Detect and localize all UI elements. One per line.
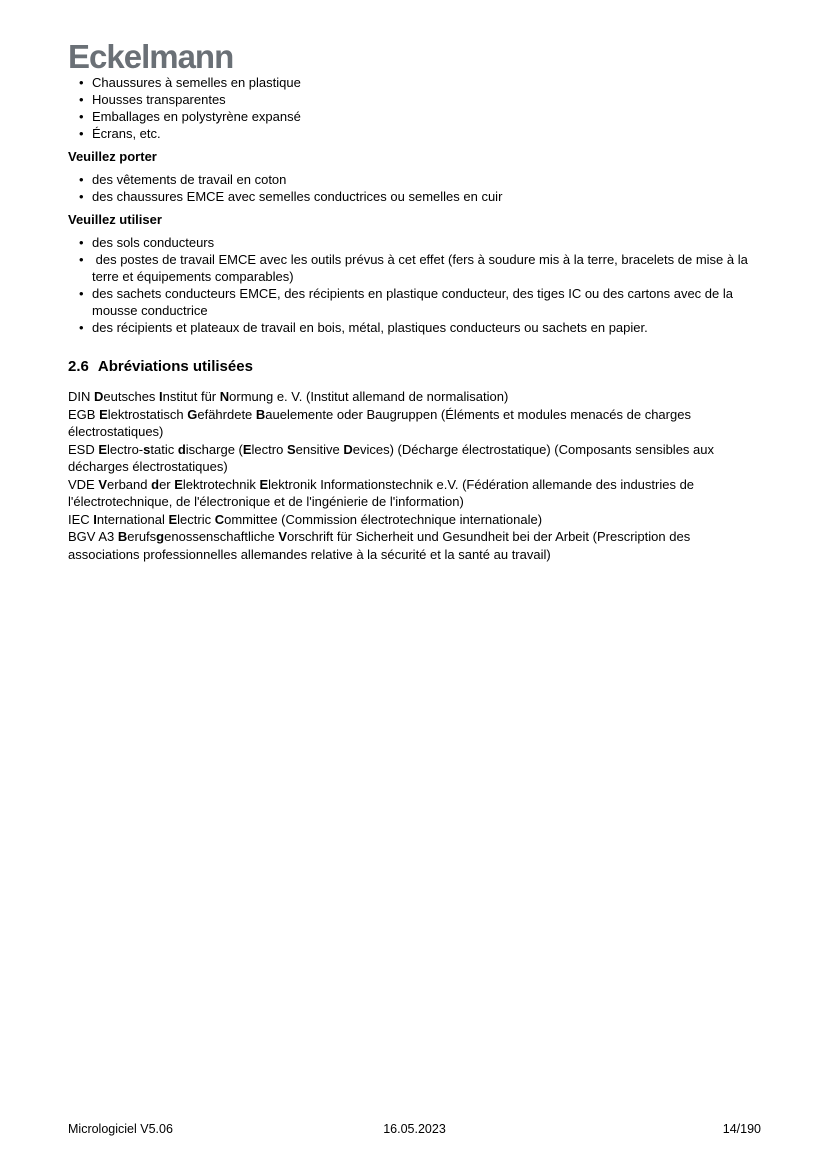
abbreviations-block	[68, 388, 761, 563]
section-title: Abréviations utilisées	[97, 358, 253, 375]
veuillez-porter-heading: Veuillez porter	[68, 149, 157, 164]
list-item	[68, 319, 761, 336]
forbidden-materials-list	[68, 74, 761, 142]
page-footer	[68, 1121, 761, 1137]
section-heading	[68, 357, 761, 376]
section-number: 2.6	[68, 358, 89, 375]
list-item	[68, 125, 761, 142]
utiliser-list	[68, 234, 761, 336]
eckelmann-logo: Eckelmann	[68, 38, 234, 75]
list-item-text: des postes de travail EMCE avec les outils prévus à cet effet (fers à soudure mis à la terre, bracelets de mise à la terre et équipements comparables)	[92, 252, 752, 284]
list-item	[68, 234, 761, 251]
list-item-text: des sols conducteurs	[92, 235, 215, 250]
list-item	[68, 74, 761, 91]
abbreviation-entry-esd: ESD Electro-static discharge (Electro Sensitive Devices) (Décharge électrostatique) (Composants sensibles aux décharges électrostatiques)	[68, 441, 714, 474]
footer-date: 16.05.2023	[383, 1122, 446, 1136]
list-item-text: des vêtements de travail en coton	[92, 172, 287, 187]
list-item	[68, 171, 761, 188]
abbreviation-entry-vde: VDE Verband der Elektrotechnik Elektronik Informationstechnik e.V. (Fédération allemande des industries de l'électrotechnique, de l'électronique et de l'ingénierie de l'information)	[68, 476, 695, 509]
footer-version: Micrologiciel V5.06	[68, 1122, 173, 1136]
list-item	[68, 188, 761, 205]
list-item	[68, 251, 761, 285]
list-item-text: des récipients et plateaux de travail en bois, métal, plastiques conducteurs ou sachets en papier.	[92, 320, 648, 335]
list-item	[68, 285, 761, 319]
list-item-text: des chaussures EMCE avec semelles conductrices ou semelles en cuir	[92, 189, 503, 204]
list-item-text: Emballages en polystyrène expansé	[92, 109, 301, 124]
abbreviation-entry-egb: EGB Elektrostatisch Gefährdete Bauelemente oder Baugruppen (Éléments et modules menacés de charges électrostatiques)	[68, 406, 691, 439]
list-item	[68, 108, 761, 125]
list-item-text: Écrans, etc.	[92, 126, 161, 141]
list-item	[68, 91, 761, 108]
footer-page-number: 14/190	[722, 1122, 761, 1136]
abbreviation-entry-iec: IEC International Electric Committee (Commission électrotechnique internationale)	[68, 511, 543, 527]
list-item-text: Housses transparentes	[92, 92, 226, 107]
veuillez-utiliser-heading: Veuillez utiliser	[68, 212, 162, 227]
list-item-text: Chaussures à semelles en plastique	[92, 75, 301, 90]
porter-list	[68, 171, 761, 205]
list-item-text: des sachets conducteurs EMCE, des récipients en plastique conducteur, des tiges IC ou des cartons avec de la mousse conductrice	[92, 286, 737, 318]
abbreviation-entry-bgv: BGV A3 Berufsgenossenschaftliche Vorschrift für Sicherheit und Gesundheit bei der Arbeit (Prescription des associations professionnelles allemandes relative à la sécurité et la santé au travail)	[68, 529, 691, 562]
page-content	[68, 0, 761, 563]
abbreviation-entry-din: DIN Deutsches Institut für Normung e. V. (Institut allemand de normalisation)	[68, 389, 509, 404]
